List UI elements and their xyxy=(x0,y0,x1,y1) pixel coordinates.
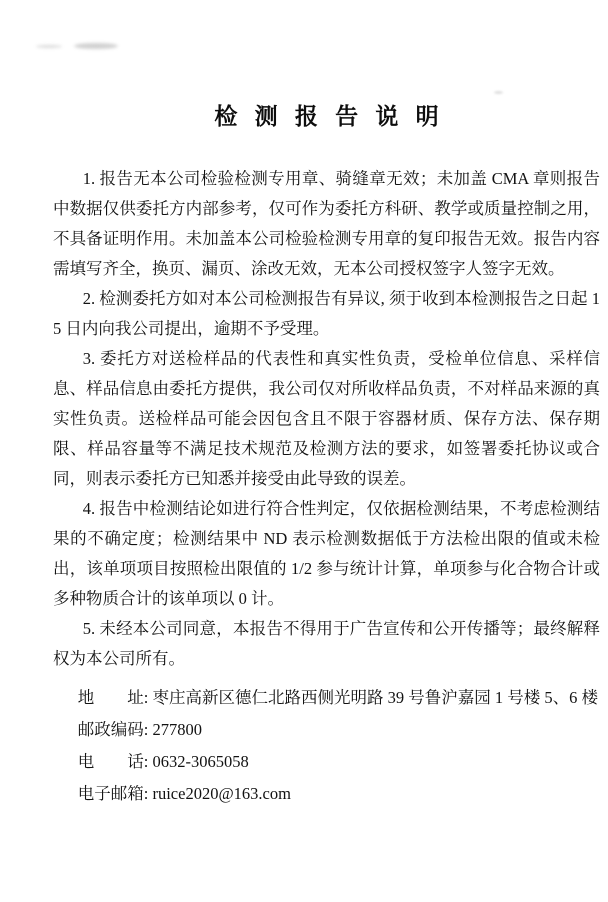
contact-block xyxy=(53,682,600,810)
phone-label: 电 话: xyxy=(77,752,153,771)
paragraph-3: 3. 委托方对送检样品的代表性和真实性负责，受检单位信息、采样信息、样品信息由委托方提供，我公司仅对所收样品负责，不对样品来源的真实性负责。送检样品可能会因包含且不限于容器材质、保存方法、保存期限、样品容量等不满足技术规范及检测方法的要求，如签署委托协议或合同，则表示委托方已知悉并接受由此导致的误差。 xyxy=(53,349,600,488)
scan-speck xyxy=(494,91,503,94)
email-label: 电子邮箱: xyxy=(77,784,153,803)
scan-smudge xyxy=(74,43,118,49)
document-body xyxy=(0,164,608,810)
paragraph-4: 4. 报告中检测结论如进行符合性判定，仅依据检测结果，不考虑检测结果的不确定度；检测结果中 ND 表示检测数据低于方法检出限的值或未检出，该单项项目按照检出限值的 1/2 参与统计计算，单项参与化合物合计或多种物质合计的该单项以 0 计。 xyxy=(53,499,600,608)
scan-smudge xyxy=(36,45,62,48)
contact-postcode-line xyxy=(53,714,600,746)
address-value: 枣庄高新区德仁北路西侧光明路 39 号鲁沪嘉园 1 号楼 5、6 楼 xyxy=(152,688,598,707)
paragraph-1: 1. 报告无本公司检验检测专用章、骑缝章无效；未加盖 CMA 章则报告中数据仅供委托方内部参考，仅可作为委托方科研、教学或质量控制之用，不具备证明作用。未加盖本公司检验检测专用章的复印报告无效。报告内容需填写齐全，换页、漏页、涂改无效，无本公司授权签字人签字无效。 xyxy=(53,169,600,278)
contact-email-line xyxy=(53,778,600,810)
contact-address-line xyxy=(53,682,600,714)
postcode-value: 277800 xyxy=(152,720,202,739)
page-title: 检测报告说明 xyxy=(214,104,456,129)
address-label: 地 址: xyxy=(77,688,153,707)
contact-phone-line xyxy=(53,746,600,778)
paragraph-5: 5. 未经本公司同意，本报告不得用于广告宣传和公开传播等；最终解释权为本公司所有。 xyxy=(53,619,600,668)
phone-value: 0632-3065058 xyxy=(152,752,249,771)
postcode-label: 邮政编码: xyxy=(77,720,153,739)
email-value: ruice2020@163.com xyxy=(152,784,291,803)
paragraph-2: 2. 检测委托方如对本公司检测报告有异议, 须于收到本检测报告之日起 15 日内向我公司提出，逾期不予受理。 xyxy=(53,289,600,338)
